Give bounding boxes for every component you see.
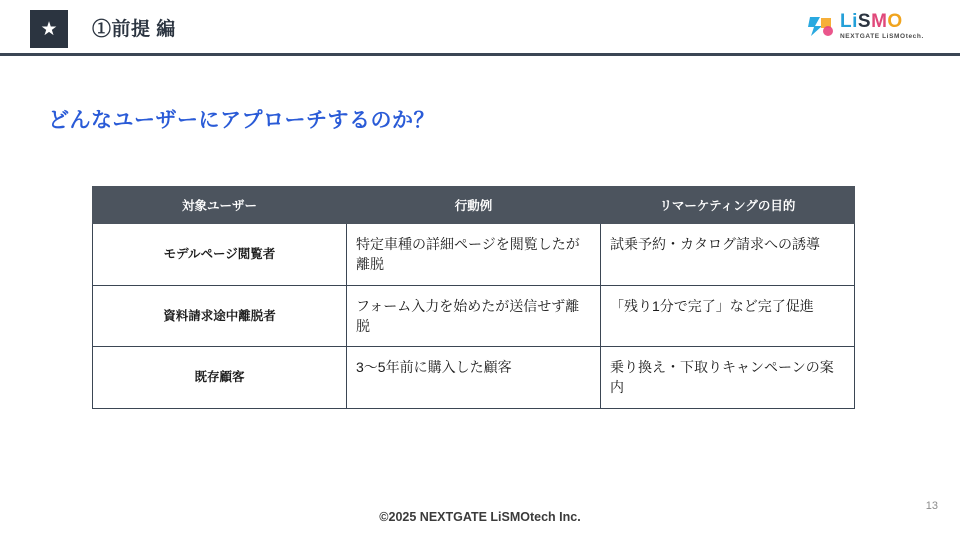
cell-purpose: 試乗予約・カタログ請求への誘導 — [601, 224, 855, 286]
column-header-purpose: リマーケティングの目的 — [601, 187, 855, 224]
cell-behavior: 3〜5年前に購入した顧客 — [347, 347, 601, 409]
page-number: 13 — [925, 500, 938, 512]
page-title: ①前提 編 — [92, 19, 176, 40]
slide-heading: どんなユーザーにアプローチするのか？ — [48, 109, 435, 132]
cell-user: モデルページ閲覧者 — [93, 224, 347, 286]
user-targeting-table — [92, 186, 854, 409]
logo-part-3: M — [871, 11, 888, 32]
cell-behavior: 特定車種の詳細ページを閲覧したが離脱 — [347, 224, 601, 286]
column-header-behavior: 行動例 — [347, 187, 601, 224]
slide-header — [0, 0, 960, 56]
table-row — [93, 285, 855, 347]
cell-purpose: 乗り換え・下取りキャンペーンの案内 — [601, 347, 855, 409]
table-header-row — [93, 187, 855, 224]
cell-user: 資料請求途中離脱者 — [93, 285, 347, 347]
column-header-user: 対象ユーザー — [93, 187, 347, 224]
logo-subtitle: NEXTGATE LiSMOtech. — [840, 33, 924, 40]
cell-purpose: 「残り1分で完了」など完了促進 — [601, 285, 855, 347]
logo-wordmark — [840, 11, 903, 33]
table-row — [93, 347, 855, 409]
logo-mark-icon — [808, 15, 834, 37]
cell-user: 既存顧客 — [93, 347, 347, 409]
logo-part-2: S — [857, 11, 872, 32]
footer-copyright: ©2025 NEXTGATE LiSMOtech Inc. — [379, 510, 581, 524]
star-glyph: ★ — [40, 18, 58, 40]
cell-behavior: フォーム入力を始めたが送信せず離脱 — [347, 285, 601, 347]
star-icon — [30, 10, 68, 48]
logo-part-1: Li — [840, 11, 858, 32]
table-row — [93, 224, 855, 286]
logo-part-4: O — [887, 11, 903, 32]
lismo-logo — [808, 11, 938, 45]
